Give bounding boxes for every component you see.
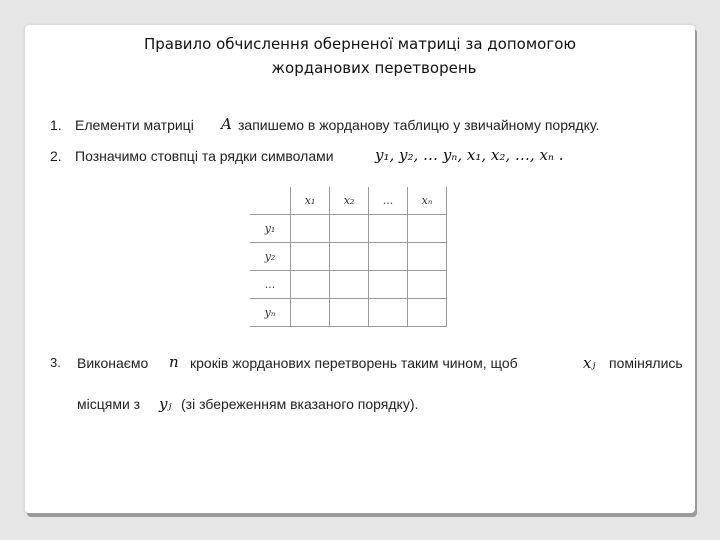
slide xyxy=(25,25,695,513)
table-row xyxy=(250,271,447,299)
step-3-number: 3. xyxy=(50,355,61,370)
table-cell xyxy=(330,271,369,299)
table-cell xyxy=(291,271,330,299)
table-cell xyxy=(408,243,447,271)
table-corner-cell xyxy=(250,187,291,215)
slide-title xyxy=(25,32,695,80)
title-line-1: Правило обчислення оберненої матриці за допомогою xyxy=(143,35,577,53)
column-header-xn: xₙ xyxy=(408,187,447,215)
table-cell xyxy=(369,215,408,243)
title-line-2: жорданових перетворень xyxy=(271,59,477,77)
step-3-text-line2-after: (зі збереженням вказаного порядку). xyxy=(181,396,419,412)
table-cell xyxy=(291,215,330,243)
table-cell xyxy=(330,215,369,243)
table-row xyxy=(250,299,447,327)
table-row xyxy=(250,215,447,243)
step-3-symbol-xj: xⱼ xyxy=(583,354,596,372)
column-header-x1: x₁ xyxy=(291,187,330,215)
table-header-row xyxy=(250,187,447,215)
step-3-symbol-n: n xyxy=(169,353,179,371)
step-3-text-part3: помінялись xyxy=(609,355,683,371)
table-cell xyxy=(369,243,408,271)
table-cell xyxy=(291,299,330,327)
jordan-table xyxy=(250,187,447,327)
step-2-text-before: Позначимо стовпці та рядки символами xyxy=(75,148,334,164)
row-header-yn: yₙ xyxy=(250,299,291,327)
row-header-y1: y₁ xyxy=(250,215,291,243)
table-cell xyxy=(408,299,447,327)
table-cell xyxy=(408,215,447,243)
step-3-text-part1: Виконаємо xyxy=(77,355,149,371)
table-cell xyxy=(291,243,330,271)
step-3-symbol-yj: yⱼ xyxy=(159,395,172,413)
step-1-text-before: Елементи матриці xyxy=(75,117,194,133)
column-header-ellipsis: ... xyxy=(369,187,408,215)
step-3-text-part2: кроків жорданових перетворень таким чином, щоб xyxy=(190,355,518,371)
step-2-symbols: y₁, y₂, … yₙ, x₁, x₂, …, xₙ . xyxy=(375,146,564,164)
table-cell xyxy=(408,271,447,299)
row-header-y2: y₂ xyxy=(250,243,291,271)
table-cell xyxy=(369,271,408,299)
column-header-x2: x₂ xyxy=(330,187,369,215)
step-1-text-after: запишемо в жорданову таблицю у звичайному порядку. xyxy=(238,117,600,133)
table-cell xyxy=(369,299,408,327)
step-1-symbol: A xyxy=(221,115,232,133)
row-header-ellipsis: ... xyxy=(250,271,291,299)
table-cell xyxy=(330,243,369,271)
step-1-number: 1. xyxy=(50,117,62,133)
step-3-text-line2-before: місцями з xyxy=(77,396,141,412)
table-row xyxy=(250,243,447,271)
step-2-number: 2. xyxy=(50,148,62,164)
table-cell xyxy=(330,299,369,327)
